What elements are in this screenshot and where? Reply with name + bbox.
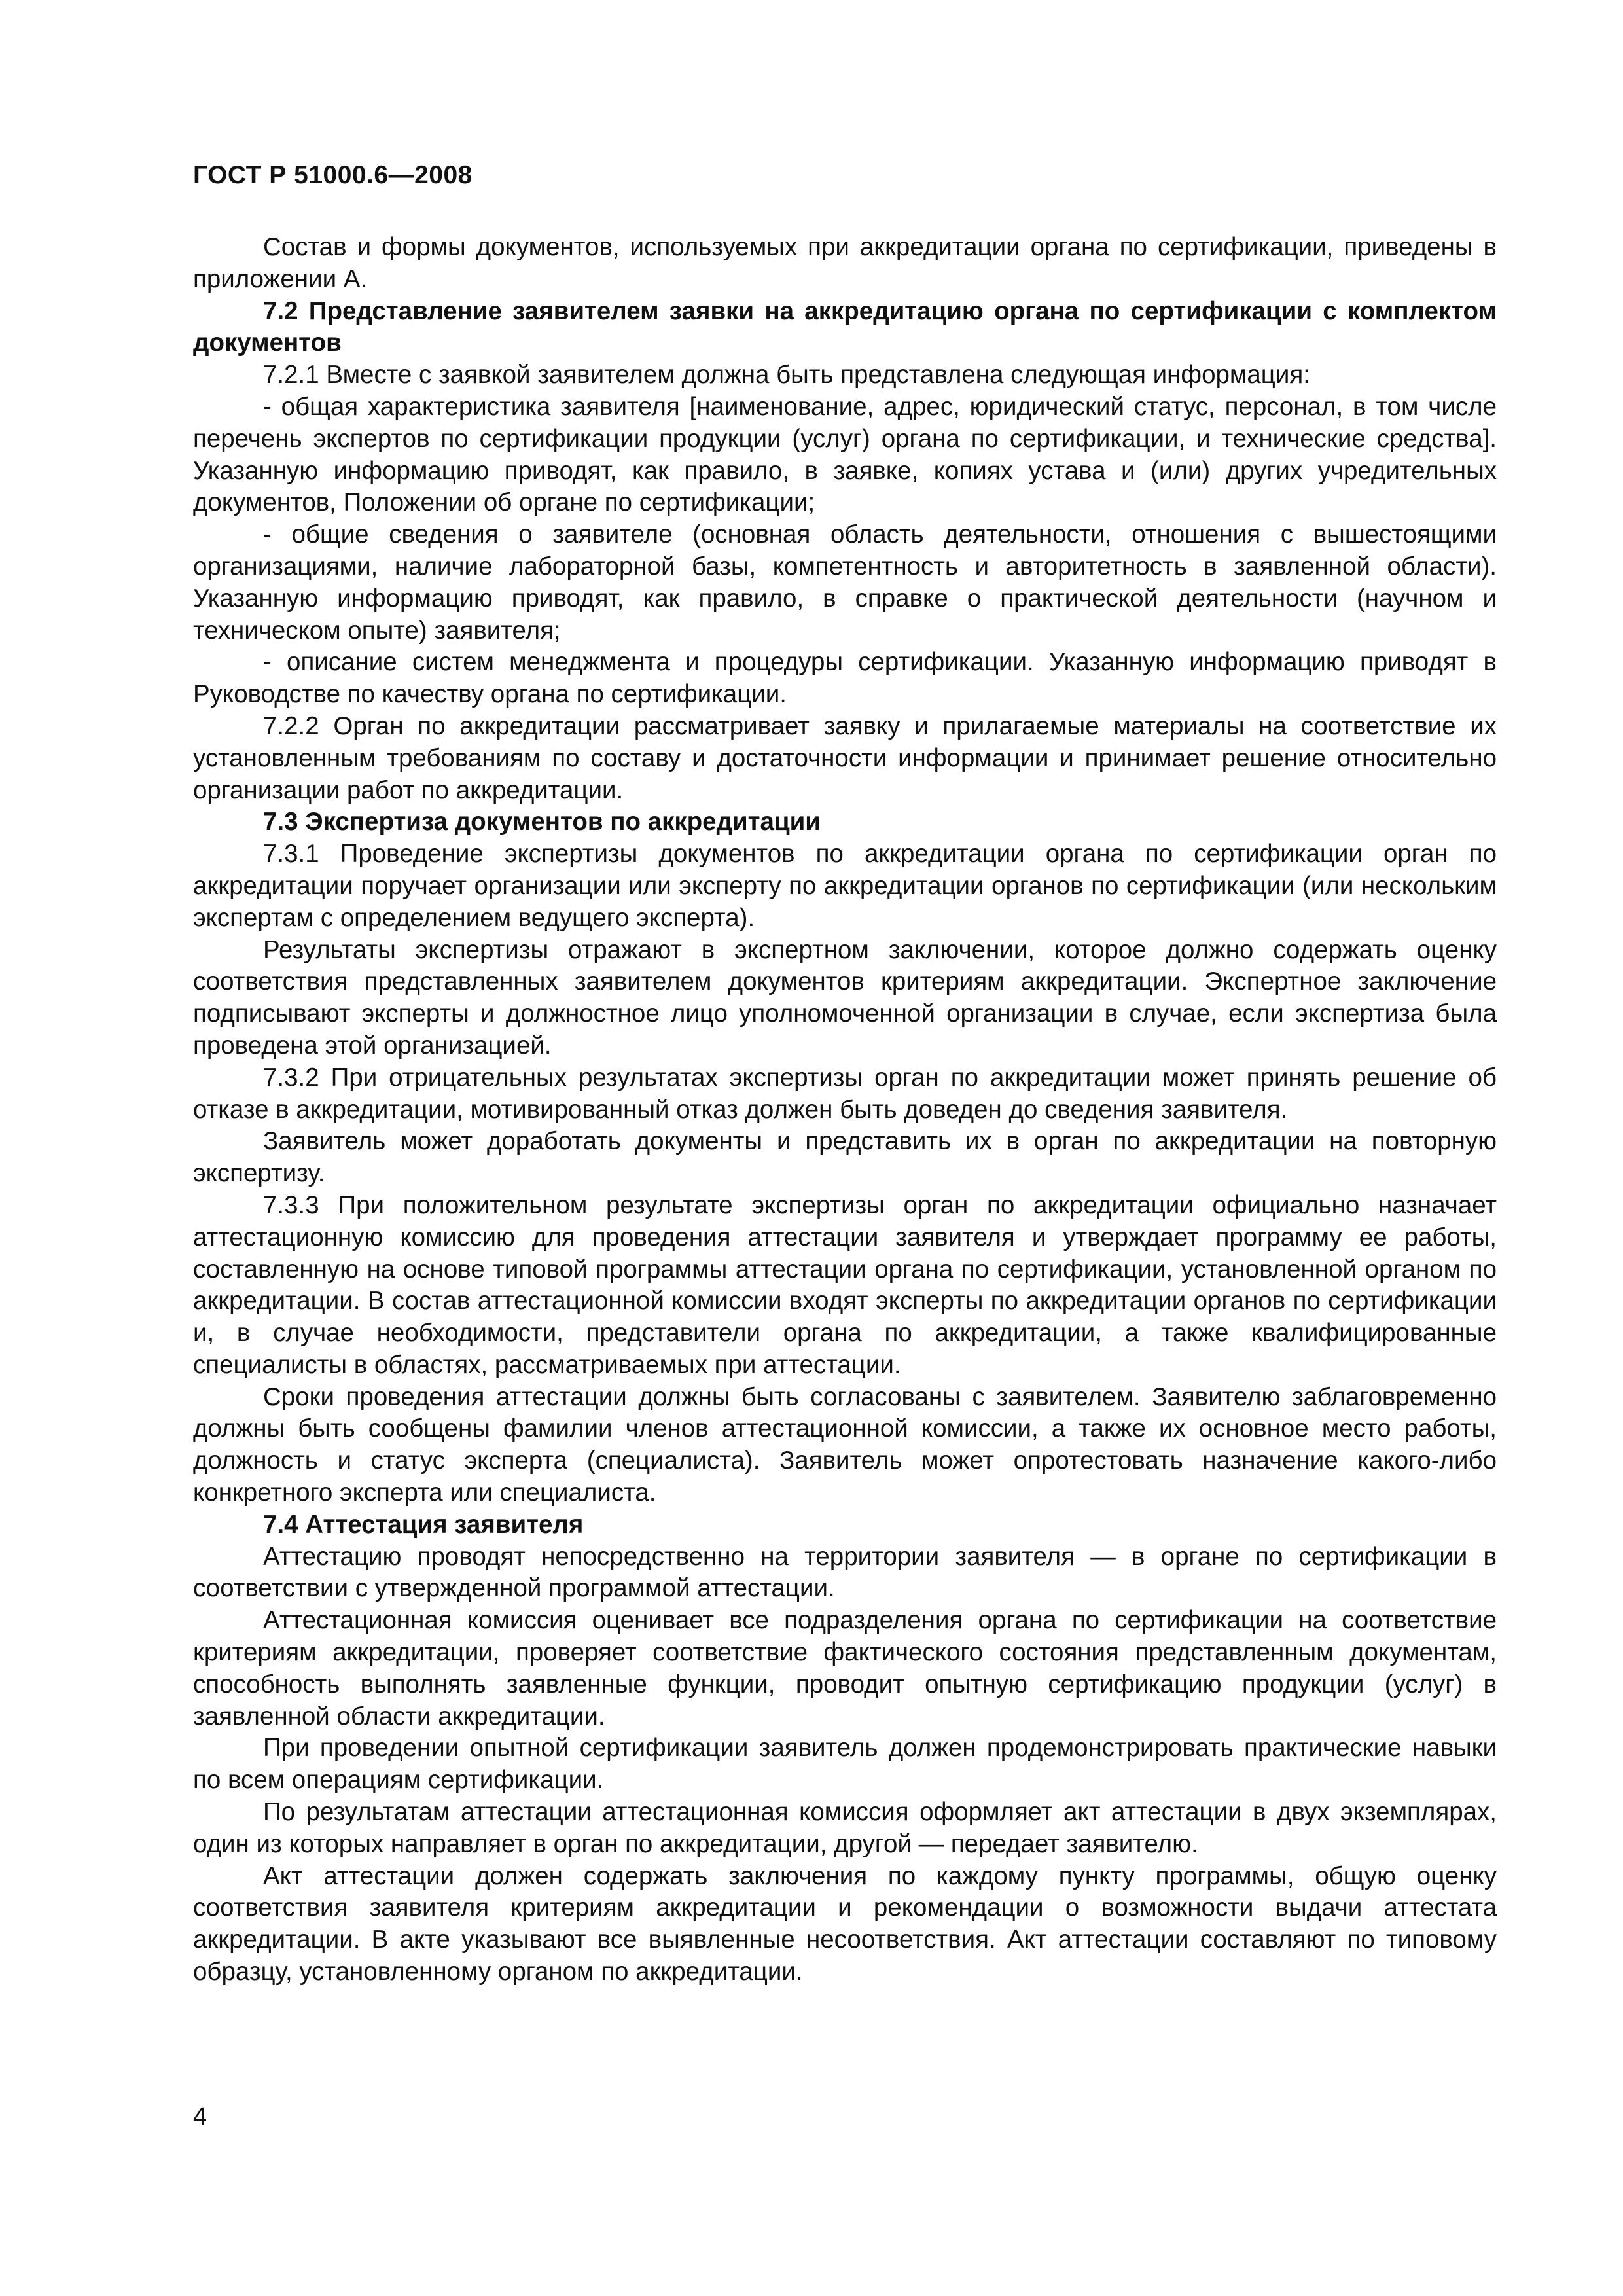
body-paragraph: При проведении опытной сертификации заявитель должен продемонстрировать практические навыки по всем операциям сертификации.: [193, 1734, 1497, 1795]
section-heading: 7.3 Экспертиза документов по аккредитации: [263, 808, 821, 836]
body-paragraph: Состав и формы документов, используемых при аккредитации органа по сертификации, приведены в приложении А.: [193, 233, 1497, 293]
body-paragraph: Акт аттестации должен содержать заключения по каждому пункту программы, общую оценку соответствия заявителя критериям аккредитации и рекомендации о возможности выдачи аттестата аккредитации. В акте указывают все выявленные несоответствия. Акт аттестации составляют по типовому образцу, установленному органом по аккредитации.: [193, 1861, 1497, 1986]
body-paragraph: Аттестационная комиссия оценивает все подразделения органа по сертификации на соответствие критериям аккредитации, проверяет соответствие фактического состояния представленным документам, способность выполнять заявленные функции, проводит опытную сертификацию продукции (услуг) в заявленной области аккредитации.: [193, 1606, 1497, 1731]
body-paragraph: - общие сведения о заявителе (основная область деятельности, отношения с вышестоящими организациями, наличие лабораторной базы, компетентность и авторитетность в заявленной области). Указанную информацию приводят, как правило, в справке о практической деятельности (научном и техническом опыте) заявителя;: [193, 520, 1497, 645]
section-heading: 7.2 Представление заявителем заявки на аккредитацию органа по сертификации с комплектом документов: [193, 296, 1497, 357]
body-paragraph: 7.2.2 Орган по аккредитации рассматривает заявку и прилагаемые материалы на соответствие их установленным требованиям по составу и достаточности информации и принимает решение относительно организации работ по аккредитации.: [193, 711, 1497, 804]
body-paragraph: 7.3.2 При отрицательных результатах экспертизы орган по аккредитации может принять решение об отказе в аккредитации, мотивированный отказ должен быть доведен до сведения заявителя.: [193, 1063, 1497, 1124]
body-paragraph: 7.2.1 Вместе с заявкой заявителем должна быть представлена следующая информация:: [263, 361, 1310, 389]
document-body: [193, 232, 1497, 1988]
section-heading: 7.4 Аттестация заявителя: [263, 1510, 584, 1539]
body-paragraph: 7.3.1 Проведение экспертизы документов по аккредитации органа по сертификации орган по аккредитации поручает организации или эксперту по аккредитации органов по сертификации (или нескольким экспертам с определением ведущего эксперта).: [193, 840, 1497, 932]
body-paragraph: Результаты экспертизы отражают в экспертном заключении, которое должно содержать оценку соответствия представленных заявителем документов критериям аккредитации. Экспертное заключение подписывают эксперты и должностное лицо уполномоченной организации в случае, если экспертиза была проведена этой организацией.: [193, 935, 1497, 1060]
body-paragraph: По результатам аттестации аттестационная комиссия оформляет акт аттестации в двух экземплярах, один из которых направляет в орган по аккредитации, другой — передает заявителю.: [193, 1798, 1497, 1858]
page-number: 4: [193, 2103, 207, 2130]
body-paragraph: 7.3.3 При положительном результате экспертизы орган по аккредитации официально назначает аттестационную комиссию для проведения аттестации заявителя и утверждает программу ее работы, составленную на основе типовой программы аттестации органа по сертификации, установленной органом по аккредитации. В состав аттестационной комиссии входят эксперты по аккредитации органов по сертификации и, в случае необходимости, представители органа по аккредитации, а также квалифицированные специалисты в областях, рассматриваемых при аттестации.: [193, 1191, 1497, 1379]
body-paragraph: Аттестацию проводят непосредственно на территории заявителя — в органе по сертификации в соответствии с утвержденной программой аттестации.: [193, 1542, 1497, 1603]
body-paragraph: Заявитель может доработать документы и представить их в орган по аккредитации на повторную экспертизу.: [193, 1127, 1497, 1188]
document-header: ГОСТ Р 51000.6—2008: [193, 161, 473, 189]
body-paragraph: - общая характеристика заявителя [наименование, адрес, юридический статус, персонал, в том числе перечень экспертов по сертификации продукции (услуг) органа по сертификации, и технические средства]. Указанную информацию приводят, как правило, в заявке, копиях устава и (или) других учредительных документов, Положении об органе по сертификации;: [193, 392, 1497, 517]
body-paragraph: Сроки проведения аттестации должны быть согласованы с заявителем. Заявителю заблаговременно должны быть сообщены фамилии членов аттестационной комиссии, а также их основное место работы, должность и статус эксперта (специалиста). Заявитель может опротестовать назначение какого-либо конкретного эксперта или специалиста.: [193, 1382, 1497, 1507]
body-paragraph: - описание систем менеджмента и процедуры сертификации. Указанную информацию приводят в Руководстве по качеству органа по сертификации.: [193, 648, 1497, 709]
